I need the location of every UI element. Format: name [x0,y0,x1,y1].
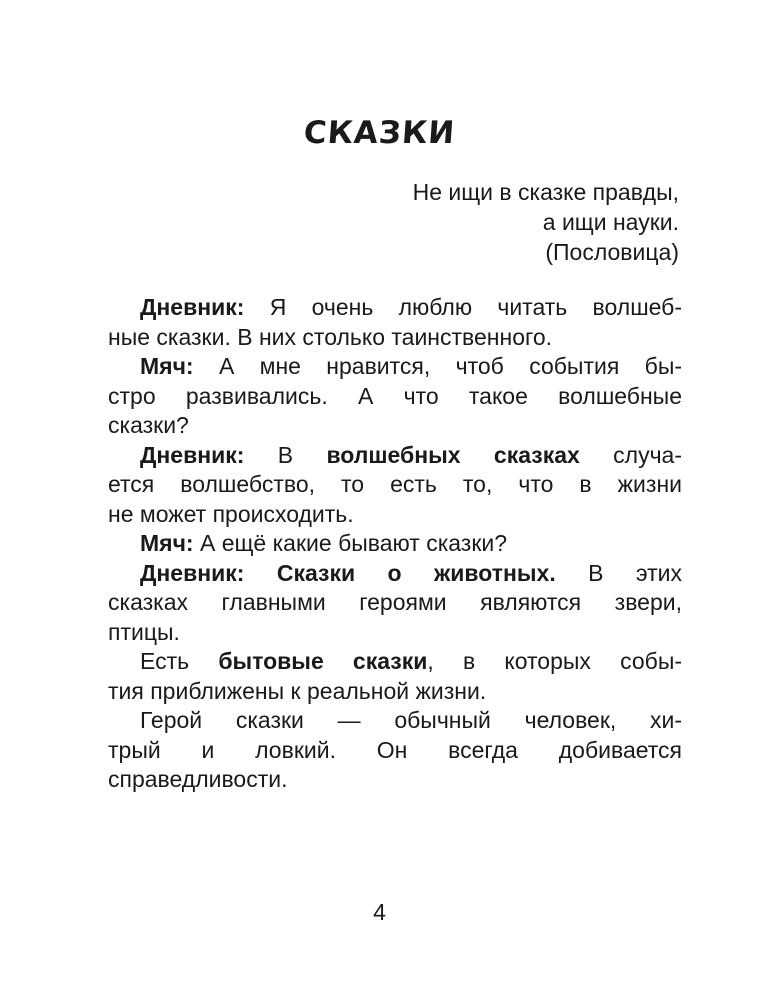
text-line: трый и ловкий. Он всегда добивается [108,736,682,763]
text-line: не может происходить. [108,500,354,527]
text-line: ные сказки. В них столько таинственного. [108,323,553,350]
text-line: Дневник: Я очень люблю читать волшеб- [140,294,682,320]
key-term: бытовые сказки [218,648,428,674]
key-term: волшебных сказках [326,441,580,468]
text-line: тия приближены к реальной жизни. [108,677,487,704]
speaker-label: Дневник: [140,294,245,320]
paragraph [108,293,682,352]
paragraph [108,529,682,559]
epigraph-line: Не ищи в сказке правды, [412,179,679,205]
text-line: ется волшебство, то есть то, что в жизни [108,471,682,497]
epigraph-line: а ищи науки. [542,209,679,235]
speaker-label: Мяч: [140,353,194,379]
speaker-label: Дневник: [140,559,245,586]
text-line: стро развивались. А что такое волшебные [108,382,682,409]
text-line: Дневник: Сказки о животных. В этих [140,559,682,586]
page-title: СКАЗКИ [302,115,457,151]
epigraph-source: (Пословица) [545,239,679,265]
dialogue-body [108,293,682,795]
text-line: сказки? [108,412,189,438]
key-term: Сказки о животных. [276,559,556,586]
page-number: 4 [373,899,386,925]
speaker-label: Мяч: [140,530,194,556]
text-line: сказках главными героями являются звери, [108,589,682,615]
text-line: Дневник: В волшебных сказках случа- [140,441,682,468]
text-line: справедливости. [108,766,288,792]
paragraph [108,352,682,441]
epigraph [279,177,679,267]
text-line: Мяч: А мне нравится, чтоб события бы- [140,353,682,379]
paragraph [108,706,682,795]
speaker-label: Дневник: [140,441,245,468]
text-line: Есть бытовые сказки, в которых собы- [140,648,682,674]
text-line: птицы. [108,618,180,645]
paragraph [108,647,682,706]
text-line: Герой сказки — обычный человек, хи- [140,707,682,733]
text-line: Мяч: А ещё какие бывают сказки? [140,530,508,556]
paragraph [108,559,682,648]
paragraph [108,441,682,530]
